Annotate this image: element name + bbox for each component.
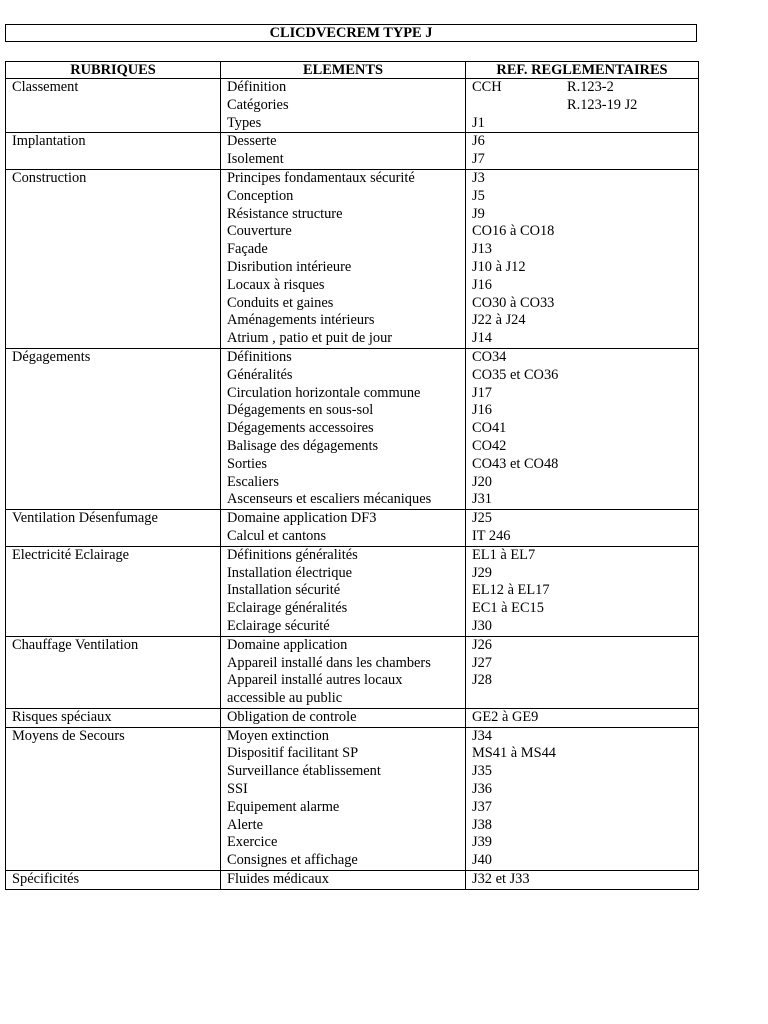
element-label: Aménagements intérieurs: [227, 312, 375, 329]
ref-line: [472, 420, 698, 438]
ref-line: [472, 637, 698, 655]
elements-cell: [221, 708, 466, 727]
element-label: accessible au public: [227, 690, 343, 707]
rubrique-label: Chauffage Ventilation: [12, 636, 139, 653]
ref-line: [472, 206, 698, 224]
element-label: Atrium , patio et puit de jour: [227, 330, 393, 347]
ref-line: [472, 852, 698, 870]
ref-line: [472, 402, 698, 420]
ref-line: [472, 385, 698, 403]
rubrique-cell: [6, 636, 221, 708]
element-label: Catégories: [227, 96, 289, 113]
ref-cell: [466, 133, 699, 170]
element-label: Alerte: [227, 816, 263, 833]
element-label: Façade: [227, 241, 268, 258]
element-label: Conduits et gaines: [227, 294, 334, 311]
ref-value: J10 à J12: [472, 258, 526, 275]
element-label: Obligation de controle: [227, 708, 357, 725]
ref-cell: [466, 636, 699, 708]
ref-line: [472, 312, 698, 330]
element-label: Conception: [227, 187, 294, 204]
rubrique-cell: [6, 348, 221, 509]
rubrique-label: Classement: [12, 79, 79, 95]
ref-line: [472, 834, 698, 852]
ref-value: J26: [472, 636, 492, 653]
ref-value: J27: [472, 654, 492, 671]
ref-value: CO34: [472, 348, 507, 365]
ref-value: [472, 97, 567, 115]
element-label: Balisage des dégagements: [227, 437, 379, 454]
ref-cell: [466, 708, 699, 727]
ref-line: [472, 799, 698, 817]
ref-value: CO42: [472, 437, 507, 454]
table-row: [6, 727, 699, 870]
ref-cell: [466, 348, 699, 509]
element-label: Ascenseurs et escaliers mécaniques: [227, 491, 432, 508]
table-row: [6, 348, 699, 509]
element-label: Consignes et affichage: [227, 852, 358, 869]
ref-line: [472, 709, 698, 727]
element-label: Couverture: [227, 223, 292, 240]
element-label: Calcul et cantons: [227, 527, 327, 544]
table-row: [6, 708, 699, 727]
ref-value: EL12 à EL17: [472, 582, 550, 599]
ref-value: IT 246: [472, 527, 511, 544]
rubrique-label: Construction: [12, 169, 87, 186]
ref-cell: [466, 727, 699, 870]
rubrique-cell: [6, 871, 221, 890]
rubrique-label: Spécificités: [12, 871, 80, 888]
elements-cell: [221, 636, 466, 708]
rubrique-label: Risques spéciaux: [12, 708, 112, 725]
rubrique-cell: [6, 169, 221, 348]
element-label: Types: [227, 114, 262, 131]
element-label: Installation électrique: [227, 564, 353, 581]
element-label: Dégagements accessoires: [227, 420, 374, 437]
ref-value: [472, 690, 567, 708]
regulation-table: [5, 61, 699, 890]
element-label: Définition: [227, 79, 287, 95]
header-ref: REF. REGLEMENTAIRES: [466, 62, 699, 79]
element-label: Principes fondamentaux sécurité: [227, 169, 415, 186]
element-label: Desserte: [227, 133, 277, 150]
ref-value: J25: [472, 510, 492, 527]
element-label: Généralités: [227, 366, 293, 383]
ref-cell: [466, 79, 699, 133]
ref-line: [472, 547, 698, 565]
ref-line: [472, 277, 698, 295]
elements-cell: [221, 727, 466, 870]
elements-cell: [221, 510, 466, 547]
ref-value: J17: [472, 384, 492, 401]
ref-line: [472, 781, 698, 799]
table-header-row: [6, 62, 699, 79]
ref-line: [472, 188, 698, 206]
ref-value: EC1 à EC15: [472, 600, 544, 617]
ref-value: J16: [472, 402, 492, 419]
header-elements: ELEMENTS: [221, 62, 466, 79]
ref-value: J28: [472, 672, 492, 689]
ref-line: [472, 259, 698, 277]
rubrique-cell: [6, 727, 221, 870]
element-label: Moyen extinction: [227, 727, 329, 744]
element-label: Disribution intérieure: [227, 258, 352, 275]
ref-line: [472, 565, 698, 583]
ref-value: CO35 et CO36: [472, 366, 559, 383]
ref-line: [472, 367, 698, 385]
element-label: Locaux à risques: [227, 276, 325, 293]
ref-line: [472, 618, 698, 636]
element-label: Appareil installé autres locaux: [227, 672, 403, 689]
element-label: Circulation horizontale commune: [227, 384, 421, 401]
ref-line: [472, 474, 698, 492]
ref-value: J39: [472, 834, 492, 851]
ref-line: [472, 241, 698, 259]
ref-line: [472, 295, 698, 313]
ref-value: J7: [472, 151, 485, 168]
document-title: CLICDVECREM TYPE J: [5, 24, 697, 42]
ref-value: EL1 à EL7: [472, 546, 536, 563]
ref-value: MS41 à MS44: [472, 745, 556, 762]
elements-cell: [221, 546, 466, 636]
ref-line: [472, 456, 698, 474]
ref-value: J13: [472, 241, 492, 258]
element-label: Installation sécurité: [227, 582, 341, 599]
ref-line: [472, 330, 698, 348]
ref-value: J32 et J33: [472, 871, 530, 888]
element-label: Equipement alarme: [227, 798, 340, 815]
element-label: Dispositif facilitant SP: [227, 745, 359, 762]
ref-value: J16: [472, 276, 492, 293]
ref-value: J14: [472, 330, 492, 347]
ref-value: J31: [472, 491, 492, 508]
ref-line: [472, 672, 698, 690]
ref-line: [472, 133, 698, 151]
ref-value: J30: [472, 617, 492, 634]
element-label: Escaliers: [227, 473, 279, 490]
table-row: [6, 510, 699, 547]
ref-cell: [466, 169, 699, 348]
ref-value: J5: [472, 187, 485, 204]
rubrique-cell: [6, 133, 221, 170]
element-label: SSI: [227, 781, 248, 798]
element-label: Définitions: [227, 348, 292, 365]
element-label: Eclairage généralités: [227, 600, 348, 617]
table-row: [6, 169, 699, 348]
ref-cell: [466, 510, 699, 547]
ref-line: [472, 528, 698, 546]
ref-line: [472, 745, 698, 763]
element-label: Domaine application DF3: [227, 510, 377, 527]
table-row: [6, 133, 699, 170]
ref-line: [472, 763, 698, 781]
element-label: Exercice: [227, 834, 278, 851]
table-row: [6, 871, 699, 890]
rubrique-cell: [6, 510, 221, 547]
ref-value-secondary: R.123-19 J2: [567, 96, 638, 113]
ref-value: CO43 et CO48: [472, 455, 559, 472]
ref-line: [472, 151, 698, 169]
rubrique-label: Moyens de Secours: [12, 727, 125, 744]
ref-value-secondary: R.123-2: [567, 79, 614, 95]
ref-line: [472, 491, 698, 509]
ref-value: J20: [472, 473, 492, 490]
rubrique-label: Dégagements: [12, 348, 91, 365]
ref-value: J37: [472, 798, 492, 815]
element-label: Domaine application: [227, 636, 348, 653]
ref-line: [472, 97, 698, 115]
element-label: Eclairage sécurité: [227, 617, 330, 634]
ref-value: J1: [472, 114, 485, 131]
header-rubriques: RUBRIQUES: [6, 62, 221, 79]
ref-line: [472, 817, 698, 835]
ref-line: [472, 79, 698, 97]
ref-line: [472, 728, 698, 746]
ref-line: [472, 871, 698, 889]
element-label: Isolement: [227, 151, 284, 168]
elements-cell: [221, 348, 466, 509]
rubrique-label: Implantation: [12, 133, 86, 150]
ref-value: J34: [472, 727, 492, 744]
ref-value: J36: [472, 781, 492, 798]
ref-value: J6: [472, 133, 485, 150]
ref-value: CO16 à CO18: [472, 223, 555, 240]
rubrique-cell: [6, 79, 221, 133]
ref-value: J29: [472, 564, 492, 581]
ref-value: CCH: [472, 79, 502, 95]
rubrique-label: Electricité Eclairage: [12, 546, 130, 563]
ref-line: [472, 115, 698, 133]
ref-cell: [466, 546, 699, 636]
table-row: [6, 79, 699, 133]
element-label: Fluides médicaux: [227, 871, 329, 888]
elements-cell: [221, 169, 466, 348]
ref-value: J35: [472, 763, 492, 780]
element-label: Surveillance établissement: [227, 763, 381, 780]
element-label: Appareil installé dans les chambers: [227, 654, 431, 671]
ref-value: J3: [472, 169, 485, 186]
ref-value: CO30 à CO33: [472, 294, 555, 311]
rubrique-cell: [6, 708, 221, 727]
ref-cell: [466, 871, 699, 890]
ref-line: [472, 690, 698, 708]
ref-line: [472, 582, 698, 600]
ref-value: J40: [472, 852, 492, 869]
ref-value: J38: [472, 816, 492, 833]
elements-cell: [221, 133, 466, 170]
element-label: Résistance structure: [227, 205, 343, 222]
element-label: Définitions généralités: [227, 546, 358, 563]
ref-line: [472, 510, 698, 528]
table-row: [6, 546, 699, 636]
ref-line: [472, 170, 698, 188]
rubrique-label: Ventilation Désenfumage: [12, 510, 158, 527]
ref-line: [472, 438, 698, 456]
ref-line: [472, 600, 698, 618]
ref-line: [472, 655, 698, 673]
ref-value: J9: [472, 205, 485, 222]
ref-value: GE2 à GE9: [472, 708, 539, 725]
element-label: Dégagements en sous-sol: [227, 402, 374, 419]
ref-value: CO41: [472, 420, 507, 437]
elements-cell: [221, 871, 466, 890]
ref-line: [472, 349, 698, 367]
element-label: Sorties: [227, 455, 267, 472]
table-row: [6, 636, 699, 708]
ref-line: [472, 223, 698, 241]
ref-value: J22 à J24: [472, 312, 526, 329]
elements-cell: [221, 79, 466, 133]
rubrique-cell: [6, 546, 221, 636]
